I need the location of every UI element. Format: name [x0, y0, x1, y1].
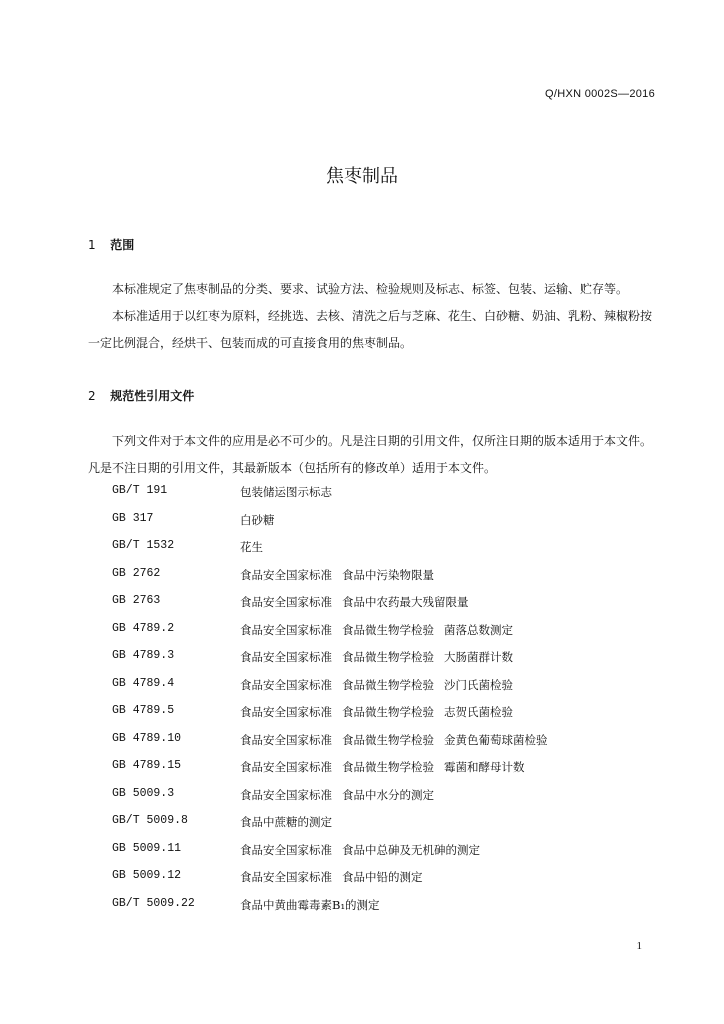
reference-item [0, 649, 724, 676]
reference-title [240, 759, 535, 775]
reference-code: GB/T 191 [112, 484, 168, 497]
reference-item [0, 869, 724, 896]
reference-title-part: 菌落总数测定 [444, 622, 513, 637]
reference-title [240, 649, 523, 665]
reference-title-part: 食品安全国家标准 [240, 842, 332, 857]
reference-code: GB 4789.4 [112, 676, 175, 690]
reference-title-part: 食品微生物学检验 [342, 732, 434, 747]
reference-title-part: 食品安全国家标准 [240, 677, 332, 692]
reference-title-part: 志贺氏菌检验 [444, 705, 513, 719]
reference-title-part: 白砂糖 [240, 512, 275, 527]
reference-item [0, 622, 724, 649]
reference-code: GB/T 1532 [112, 539, 175, 552]
section-heading-references [88, 387, 194, 404]
reference-title [240, 539, 273, 555]
section-heading-scope [88, 236, 134, 253]
reference-title-part: 食品微生物学检验 [342, 622, 434, 637]
reference-item [0, 787, 724, 814]
reference-title-part: 食品安全国家标准 [240, 870, 332, 884]
reference-code: GB 317 [112, 511, 154, 525]
reference-title [240, 869, 433, 885]
reference-code: GB/T 5009.22 [112, 896, 195, 910]
reference-code: GB 5009.11 [112, 841, 182, 855]
reference-title [240, 814, 342, 830]
reference-code: GB 2763 [112, 594, 161, 607]
reference-title-part: 花生 [240, 540, 263, 554]
reference-title-part: 食品中水分的测定 [342, 787, 434, 802]
reference-title-part: 食品中黄曲霉毒素B₁的测定 [240, 897, 380, 912]
reference-code: GB 2762 [112, 566, 161, 580]
page-number: 1 [636, 940, 642, 952]
reference-item [0, 484, 724, 511]
reference-title-part: 食品安全国家标准 [240, 650, 332, 664]
reference-title [240, 732, 558, 748]
reference-item [0, 539, 724, 566]
reference-item [0, 704, 724, 731]
reference-title-part: 霉菌和酵母计数 [444, 760, 525, 774]
reference-item [0, 759, 724, 786]
reference-code: GB 4789.10 [112, 731, 182, 745]
reference-item [0, 567, 724, 594]
standard-code: Q/HXN 0002S—2016 [545, 88, 655, 100]
reference-title-part: 食品安全国家标准 [240, 622, 332, 637]
reference-title-part: 食品安全国家标准 [240, 595, 332, 609]
reference-title-part: 金黄色葡萄球菌检验 [444, 732, 548, 747]
reference-title-part: 食品安全国家标准 [240, 787, 332, 802]
reference-code: GB 4789.5 [112, 704, 175, 717]
section-number: 1 [88, 238, 96, 252]
reference-title [240, 704, 523, 720]
section-title: 范围 [110, 238, 135, 252]
reference-title [240, 484, 342, 500]
reference-title [240, 677, 523, 693]
reference-title [240, 897, 390, 913]
reference-title [240, 594, 479, 610]
document-title: 焦枣制品 [326, 166, 398, 187]
reference-item [0, 594, 724, 621]
reference-title-part: 食品中总砷及无机砷的测定 [342, 842, 480, 857]
reference-title-part: 食品微生物学检验 [342, 677, 434, 692]
reference-title-part: 包装储运图示标志 [240, 485, 332, 499]
reference-title-part: 食品微生物学检验 [342, 760, 434, 774]
section-number: 2 [88, 389, 96, 403]
reference-title-part: 食品中污染物限量 [342, 567, 434, 582]
reference-title-part: 食品安全国家标准 [240, 732, 332, 747]
reference-item [0, 512, 724, 539]
reference-item [0, 732, 724, 759]
reference-title-part: 食品微生物学检验 [342, 650, 434, 664]
reference-title-part: 食品中铅的测定 [342, 870, 423, 884]
reference-title [240, 567, 444, 583]
reference-item [0, 897, 724, 924]
reference-code: GB 5009.12 [112, 869, 182, 882]
reference-code: GB 4789.2 [112, 621, 175, 635]
scope-paragraph-1: 本标准规定了焦枣制品的分类、要求、试验方法、检验规则及标志、标签、包装、运输、贮存等。 [112, 282, 629, 296]
reference-code: GB 4789.15 [112, 759, 182, 772]
reference-title-part: 沙门氏菌检验 [444, 677, 513, 692]
reference-code: GB 5009.3 [112, 786, 175, 800]
reference-item [0, 814, 724, 841]
reference-title [240, 512, 285, 528]
reference-title-part: 食品安全国家标准 [240, 567, 332, 582]
reference-title-part: 食品微生物学检验 [342, 705, 434, 719]
reference-code: GB 4789.3 [112, 649, 175, 662]
reference-title [240, 787, 444, 803]
reference-item [0, 842, 724, 869]
reference-title-part: 食品中蔗糖的测定 [240, 815, 332, 829]
reference-title-part: 食品中农药最大残留限量 [342, 595, 469, 609]
reference-code: GB/T 5009.8 [112, 814, 188, 827]
section-title: 规范性引用文件 [110, 389, 195, 403]
reference-title-part: 食品安全国家标准 [240, 705, 332, 719]
references-intro: 下列文件对于本文件的应用是必不可少的。凡是注日期的引用文件，仅所注日期的版本适用于本文件。凡是不注日期的引用文件，其最新版本（包括所有的修改单）适用于本文件。 [88, 434, 653, 475]
reference-title-part: 食品安全国家标准 [240, 760, 332, 774]
scope-paragraph-2: 本标准适用于以红枣为原料，经挑选、去核、清洗之后与芝麻、花生、白砂糖、奶油、乳粉、辣椒粉按一定比例混合，经烘干、包装而成的可直接食用的焦枣制品。 [88, 309, 653, 350]
reference-item [0, 677, 724, 704]
reference-title [240, 622, 523, 638]
reference-title-part: 大肠菌群计数 [444, 650, 513, 664]
reference-title [240, 842, 490, 858]
